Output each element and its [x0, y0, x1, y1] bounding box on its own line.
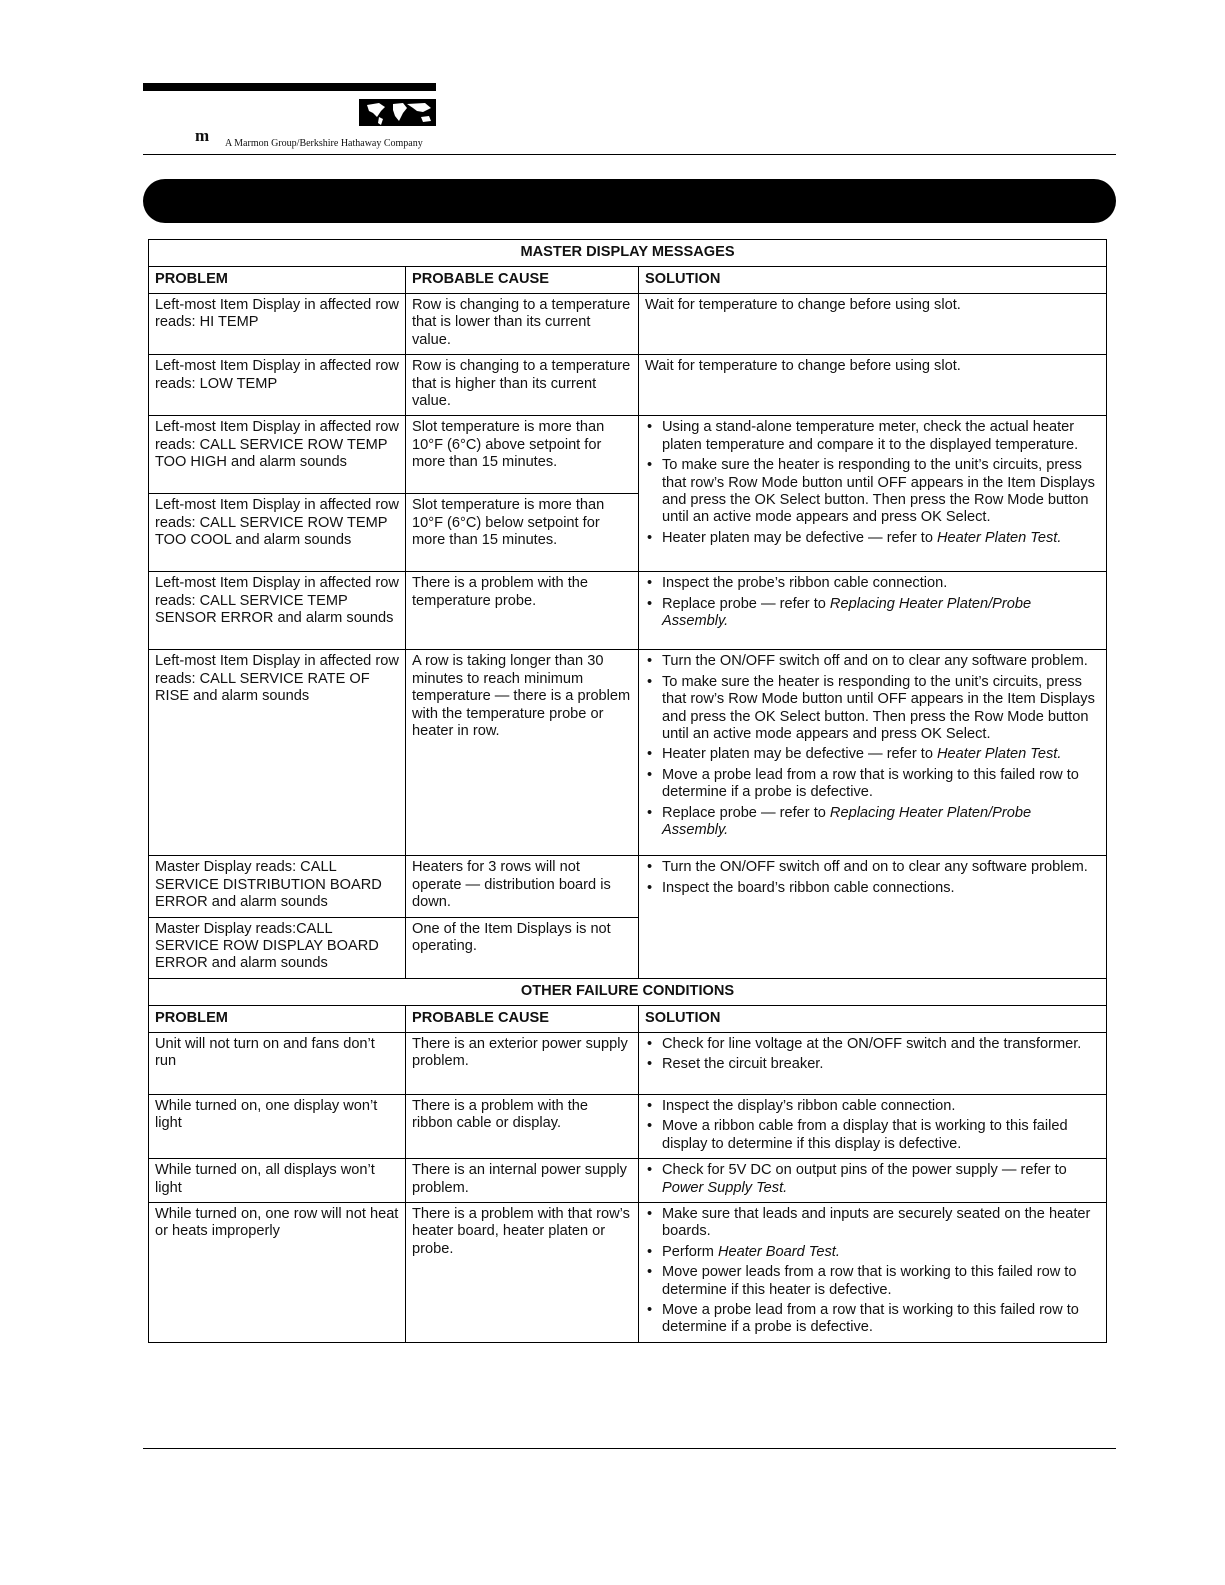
solution-text: Using a stand-alone temperature meter, check the actual heater platen temperature and compare it to the displayed temperature.	[662, 419, 1079, 453]
solution-item	[645, 1162, 1100, 1197]
solution-list	[645, 575, 1100, 630]
problem-cell: Unit will not turn on and fans don’t run	[149, 1032, 406, 1094]
column-header-row	[149, 267, 1107, 294]
solution-item	[645, 457, 1100, 527]
solution-text: Move a probe lead from a row that is working to this failed row to determine if a probe is defective.	[662, 1301, 1079, 1336]
solution-text: Inspect the board’s ribbon cable connections.	[662, 879, 955, 896]
solution-item	[645, 1302, 1100, 1337]
problem-cell: While turned on, one row will not heat or heats improperly	[149, 1202, 406, 1342]
solution-text: To make sure the heater is responding to the unit’s circuits, press that row’s Row Mode button until OFF appears in the Item Displays and press the OK Select button. Then press the Row Mode button until an active mode appears and press OK Select.	[662, 457, 1095, 526]
solution-cell	[639, 1159, 1107, 1203]
solution-item	[645, 859, 1100, 876]
solution-text: Check for line voltage at the ON/OFF switch and the transformer.	[662, 1035, 1082, 1052]
solution-cell	[639, 416, 1107, 572]
solution-item	[645, 1264, 1100, 1299]
cause-cell: A row is taking longer than 30 minutes to reach minimum temperature — there is a problem with the temperature probe or heater in row.	[406, 650, 639, 856]
problem-cell: Left-most Item Display in affected row reads: CALL SERVICE ROW TEMP TOO HIGH and alarm sounds	[149, 416, 406, 494]
solution-item	[645, 1118, 1100, 1153]
solution-text: To make sure the heater is responding to the unit’s circuits, press that row’s Row Mode button until OFF appears in the Item Displays and press the OK Select button. Then press the Row Mode button until an active mode appears and press OK Select.	[662, 673, 1095, 743]
column-header-cause: PROBABLE CAUSE	[406, 1005, 639, 1032]
solution-text: Reset the circuit breaker.	[662, 1056, 824, 1073]
solution-item	[645, 653, 1100, 670]
column-header-problem: PROBLEM	[149, 1005, 406, 1032]
cause-cell: Heaters for 3 rows will not operate — distribution board is down.	[406, 856, 639, 917]
solution-text: Move a ribbon cable from a display that is working to this failed display to determine if this display is defective.	[662, 1118, 1068, 1152]
solution-list	[645, 1162, 1100, 1197]
cause-cell: There is an internal power supply problem.	[406, 1159, 639, 1203]
solution-cell	[639, 650, 1107, 856]
solution-text: Heater platen may be defective — refer to	[662, 529, 937, 546]
solution-text: Move power leads from a row that is working to this failed row to determine if this heater is defective.	[662, 1264, 1077, 1298]
solution-reference: Heater Board Test.	[717, 1243, 840, 1260]
solution-list	[645, 1206, 1100, 1337]
section-title-master: MASTER DISPLAY MESSAGES	[149, 240, 1107, 267]
solution-list	[645, 1036, 1100, 1074]
table-row	[149, 416, 1107, 494]
world-map-logo	[359, 99, 436, 126]
solution-text: Replace probe — refer to	[662, 804, 830, 821]
table-row	[149, 1094, 1107, 1158]
column-header-row	[149, 1005, 1107, 1032]
solution-item	[645, 575, 1100, 592]
solution-item	[645, 805, 1100, 840]
solution-reference: Heater Platen Test.	[937, 746, 1062, 763]
solution-cell: Wait for temperature to change before using slot.	[639, 355, 1107, 416]
solution-item	[645, 880, 1100, 897]
solution-item	[645, 1098, 1100, 1115]
cause-cell: There is an exterior power supply problem.	[406, 1032, 639, 1094]
solution-cell: Wait for temperature to change before using slot.	[639, 294, 1107, 355]
solution-item	[645, 746, 1100, 763]
cause-cell: One of the Item Displays is not operating.	[406, 917, 639, 978]
column-header-solution: SOLUTION	[639, 267, 1107, 294]
solution-cell	[639, 856, 1107, 978]
solution-cell	[639, 572, 1107, 650]
section-title-row	[149, 240, 1107, 267]
solution-text: Inspect the probe’s ribbon cable connection.	[662, 575, 948, 592]
solution-item	[645, 530, 1100, 547]
header-top-bar	[143, 83, 436, 91]
problem-cell: Master Display reads:CALL SERVICE ROW DISPLAY BOARD ERROR and alarm sounds	[149, 917, 406, 978]
marmon-logo-mark: m	[195, 126, 209, 145]
solution-item	[645, 767, 1100, 802]
problem-cell: While turned on, one display won’t light	[149, 1094, 406, 1158]
troubleshooting-table	[148, 239, 1107, 1343]
column-header-solution: SOLUTION	[639, 1005, 1107, 1032]
solution-cell	[639, 1094, 1107, 1158]
solution-text: Inspect the display’s ribbon cable connection.	[662, 1097, 956, 1114]
table-row	[149, 355, 1107, 416]
problem-cell: Left-most Item Display in affected row reads: LOW TEMP	[149, 355, 406, 416]
solution-text: Move a probe lead from a row that is working to this failed row to determine if a probe is defective.	[662, 766, 1079, 801]
footer-rule	[143, 1448, 1116, 1449]
solution-list	[645, 419, 1100, 547]
problem-cell: Left-most Item Display in affected row reads: CALL SERVICE TEMP SENSOR ERROR and alarm sounds	[149, 572, 406, 650]
cause-cell: Slot temperature is more than 10°F (6°C) below setpoint for more than 15 minutes.	[406, 494, 639, 572]
solution-item	[645, 674, 1100, 744]
header-rule	[143, 154, 1116, 155]
problem-cell: Master Display reads: CALL SERVICE DISTRIBUTION BOARD ERROR and alarm sounds	[149, 856, 406, 917]
company-name: A Marmon Group/Berkshire Hathaway Company	[225, 138, 423, 149]
solution-list	[645, 859, 1100, 897]
cause-cell: There is a problem with the temperature probe.	[406, 572, 639, 650]
solution-text: Turn the ON/OFF switch off and on to clear any software problem.	[662, 653, 1088, 670]
solution-item	[645, 1244, 1100, 1261]
table-row	[149, 1159, 1107, 1203]
solution-text: Make sure that leads and inputs are securely seated on the heater boards.	[662, 1205, 1091, 1240]
solution-list	[645, 653, 1100, 839]
table-row	[149, 1202, 1107, 1342]
solution-item	[645, 1206, 1100, 1241]
solution-text: Check for 5V DC on output pins of the power supply — refer to	[662, 1162, 1067, 1179]
problem-cell: Left-most Item Display in affected row reads: CALL SERVICE ROW TEMP TOO COOL and alarm sounds	[149, 494, 406, 572]
solution-reference: Replacing Heater Platen/Probe Assembly.	[662, 804, 1032, 839]
solution-reference: Power Supply Test.	[662, 1179, 788, 1196]
table-row	[149, 1032, 1107, 1094]
problem-cell: While turned on, all displays won’t light	[149, 1159, 406, 1203]
cause-cell: There is a problem with the ribbon cable or display.	[406, 1094, 639, 1158]
solution-text: Heater platen may be defective — refer to	[662, 746, 937, 763]
column-header-problem: PROBLEM	[149, 267, 406, 294]
table-row	[149, 294, 1107, 355]
solution-text: Turn the ON/OFF switch off and on to clear any software problem.	[662, 859, 1088, 876]
cause-cell: There is a problem with that row’s heater board, heater platen or probe.	[406, 1202, 639, 1342]
solution-reference: Replacing Heater Platen/Probe Assembly.	[662, 595, 1032, 630]
section-title-other: OTHER FAILURE CONDITIONS	[149, 978, 1107, 1005]
solution-item	[645, 1056, 1100, 1073]
solution-item	[645, 596, 1100, 631]
solution-reference: Heater Platen Test.	[937, 529, 1062, 546]
cause-cell: Row is changing to a temperature that is higher than its current value.	[406, 355, 639, 416]
solution-cell	[639, 1202, 1107, 1342]
solution-text: Replace probe — refer to	[662, 595, 830, 612]
section-title-bar	[143, 179, 1116, 223]
column-header-cause: PROBABLE CAUSE	[406, 267, 639, 294]
solution-cell	[639, 1032, 1107, 1094]
cause-cell: Slot temperature is more than 10°F (6°C) above setpoint for more than 15 minutes.	[406, 416, 639, 494]
solution-item	[645, 419, 1100, 454]
section-title-row	[149, 978, 1107, 1005]
problem-cell: Left-most Item Display in affected row reads: HI TEMP	[149, 294, 406, 355]
cause-cell: Row is changing to a temperature that is lower than its current value.	[406, 294, 639, 355]
solution-item	[645, 1036, 1100, 1053]
table-row	[149, 650, 1107, 856]
table-row	[149, 856, 1107, 917]
table-row	[149, 572, 1107, 650]
solution-text: Perform	[662, 1243, 718, 1260]
solution-list	[645, 1098, 1100, 1153]
problem-cell: Left-most Item Display in affected row reads: CALL SERVICE RATE OF RISE and alarm sounds	[149, 650, 406, 856]
